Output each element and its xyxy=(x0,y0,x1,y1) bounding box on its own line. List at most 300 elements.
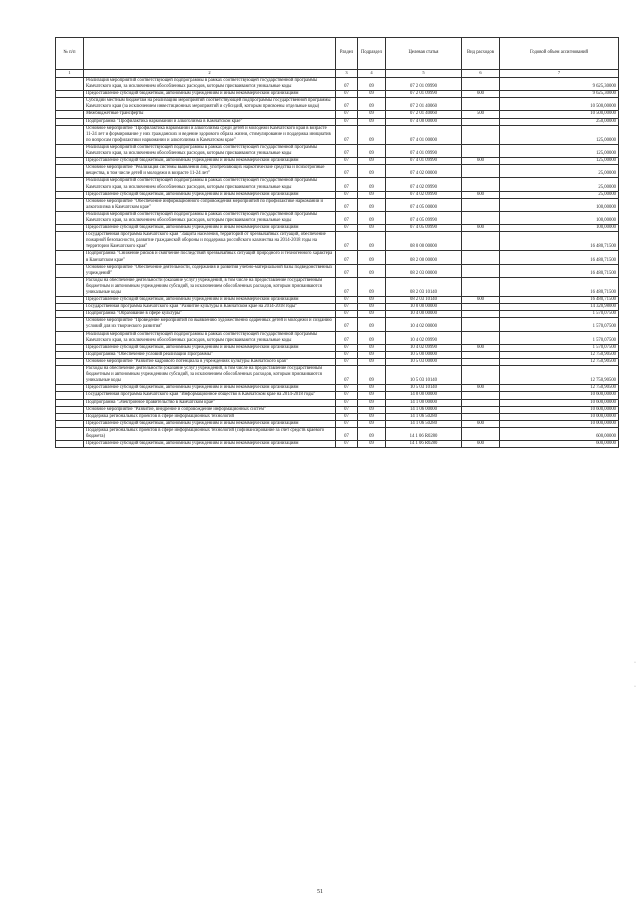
table-row xyxy=(56,251,619,264)
cell-razdel: 07 xyxy=(336,211,358,224)
cell-vid: 500 xyxy=(462,111,500,118)
table-row xyxy=(56,91,619,98)
cell-podrazdel: 09 xyxy=(358,318,386,331)
table-row xyxy=(56,191,619,198)
cell-num xyxy=(56,406,84,413)
cell-name: Реализация мероприятий соответствующей подпрограммы в рамках соответствующей государственной программы Камчатского края, за исключением обособленных расходов, которым присваиваются уникальные коды xyxy=(84,178,336,191)
cell-amount: 1 570,07500 xyxy=(500,318,619,331)
cell-article: 07 4 02 00000 xyxy=(386,165,462,178)
table-row xyxy=(56,406,619,413)
cell-amount: 250,00000 xyxy=(500,118,619,125)
cell-amount: 12 750,90500 xyxy=(500,358,619,365)
cell-article: 14 1 06 50280 xyxy=(386,420,462,427)
cell-name: Основное мероприятие "Реализация системы выявления лиц, употребляющих наркотические средства и психотропные вещества, в том числе детей и молодежи в возрасте 11-24 лет" xyxy=(84,165,336,178)
cell-num xyxy=(56,78,84,91)
table-row xyxy=(56,264,619,277)
cell-name: Субсидии местным бюджетам на реализацию мероприятий соответствующей подпрограммы государственной программы Камчатского края (за исключением инвестиционных мероприятий и субсидий, которым присвоены отдельные коды) xyxy=(84,98,336,111)
cell-article: 14 1 06 R0280 xyxy=(386,427,462,440)
cell-article: 07 2 01 40060 xyxy=(386,98,462,111)
cell-amount: 16 480,71500 xyxy=(500,251,619,264)
table-row xyxy=(56,392,619,399)
cell-vid: 600 xyxy=(462,297,500,304)
cell-vid: 600 xyxy=(462,158,500,165)
cell-amount: 100,00000 xyxy=(500,225,619,232)
cell-num xyxy=(56,420,84,427)
cell-name: Государственная программа Камчатского края "Развитие культуры в Камчатском крае на 2014-2018 годы" xyxy=(84,304,336,311)
cell-razdel: 07 xyxy=(336,366,358,385)
cell-amount: 9 625,30000 xyxy=(500,91,619,98)
header-amount: Годовой объем ассигнований xyxy=(500,38,619,70)
cell-podrazdel: 09 xyxy=(358,78,386,91)
table-row xyxy=(56,178,619,191)
cell-razdel: 07 xyxy=(336,392,358,399)
cell-vid xyxy=(462,406,500,413)
cell-amount: 14 320,98000 xyxy=(500,304,619,311)
cell-article: 07 4 01 09990 xyxy=(386,144,462,157)
cell-num xyxy=(56,318,84,331)
table-row xyxy=(56,98,619,111)
cell-article: 10 4 00 00000 xyxy=(386,311,462,318)
cell-podrazdel: 09 xyxy=(358,98,386,111)
table-row xyxy=(56,358,619,365)
cell-podrazdel: 09 xyxy=(358,165,386,178)
cell-razdel: 07 xyxy=(336,191,358,198)
table-row xyxy=(56,318,619,331)
cell-num xyxy=(56,178,84,191)
colnum-7: 7 xyxy=(500,70,619,78)
cell-num xyxy=(56,392,84,399)
cell-amount: 12 750,90500 xyxy=(500,366,619,385)
cell-vid xyxy=(462,251,500,264)
cell-num xyxy=(56,331,84,344)
cell-amount: 10 000,00000 xyxy=(500,420,619,427)
cell-amount: 16 480,71500 xyxy=(500,277,619,296)
cell-vid xyxy=(462,366,500,385)
cell-name: Расходы на обеспечение деятельности (оказание услуг) учреждений, в том числе на предоставление государственным бюджетным и автономным учреждениям субсидий, за исключением обособленных расходов, которым присваиваются уникальные коды xyxy=(84,277,336,296)
cell-article: 10 5 00 00000 xyxy=(386,351,462,358)
cell-vid xyxy=(462,351,500,358)
table-row xyxy=(56,232,619,251)
cell-amount: 100,00000 xyxy=(500,211,619,224)
cell-article: 08 2 03 00000 xyxy=(386,264,462,277)
colnum-5: 5 xyxy=(386,70,462,78)
table-row xyxy=(56,118,619,125)
header-razdel: Раздел xyxy=(336,38,358,70)
table-row xyxy=(56,311,619,318)
cell-podrazdel: 09 xyxy=(358,118,386,125)
cell-razdel: 07 xyxy=(336,344,358,351)
cell-article: 07 2 01 40060 xyxy=(386,111,462,118)
cell-vid xyxy=(462,78,500,91)
table-row xyxy=(56,385,619,392)
cell-amount: 25,00000 xyxy=(500,165,619,178)
cell-podrazdel: 09 xyxy=(358,311,386,318)
cell-name: Основное мероприятие "Профилактика наркомании и алкоголизма среди детей и молодежи Камчатского края в возрасте 11-24 лет и формирование у них гражданских и ведение здорового образа жизни, стимулирование и поддержка инициатив по вопросам профилактики наркомании и алкоголизма в Камчатском крае" xyxy=(84,125,336,144)
cell-name: Поддержка региональных проектов в сфере информационных технологий xyxy=(84,413,336,420)
cell-vid xyxy=(462,399,500,406)
cell-podrazdel: 09 xyxy=(358,232,386,251)
cell-razdel: 07 xyxy=(336,198,358,211)
cell-vid xyxy=(462,211,500,224)
cell-amount: 125,00000 xyxy=(500,144,619,157)
cell-name: Подпрограмма "Профилактика наркомании и алкоголизма в Камчатском крае" xyxy=(84,118,336,125)
cell-podrazdel: 09 xyxy=(358,427,386,440)
cell-article: 07 4 01 00000 xyxy=(386,125,462,144)
cell-name: Подпрограмма "Обеспечение условий реализации Программы" xyxy=(84,351,336,358)
cell-podrazdel: 09 xyxy=(358,178,386,191)
cell-num xyxy=(56,304,84,311)
cell-vid xyxy=(462,264,500,277)
cell-razdel: 07 xyxy=(336,385,358,392)
cell-num xyxy=(56,98,84,111)
cell-podrazdel: 09 xyxy=(358,351,386,358)
cell-name: Подпрограмма "Образование в сфере культуры" xyxy=(84,311,336,318)
cell-num xyxy=(56,427,84,440)
table-row xyxy=(56,297,619,304)
cell-razdel: 07 xyxy=(336,277,358,296)
cell-vid xyxy=(462,144,500,157)
cell-amount: 16 480,71500 xyxy=(500,264,619,277)
cell-vid xyxy=(462,198,500,211)
cell-podrazdel: 09 xyxy=(358,304,386,311)
cell-vid xyxy=(462,331,500,344)
cell-razdel: 07 xyxy=(336,331,358,344)
cell-num xyxy=(56,366,84,385)
cell-razdel: 07 xyxy=(336,406,358,413)
cell-article: 08 2 03 10140 xyxy=(386,277,462,296)
cell-amount: 25,00000 xyxy=(500,191,619,198)
header-podrazdel: Подраздел xyxy=(358,38,386,70)
cell-podrazdel: 09 xyxy=(358,251,386,264)
margin-mark: · xyxy=(634,660,636,666)
cell-razdel: 07 xyxy=(336,78,358,91)
table-header-row xyxy=(56,38,619,70)
cell-article: 10 4 02 09990 xyxy=(386,344,462,351)
cell-podrazdel: 09 xyxy=(358,441,386,448)
cell-num xyxy=(56,251,84,264)
cell-razdel: 07 xyxy=(336,441,358,448)
cell-article: 14 1 06 R0280 xyxy=(386,441,462,448)
cell-name: Предоставление субсидий бюджетным, автономным учреждениям и иным некоммерческим организациям xyxy=(84,158,336,165)
cell-name: Реализация мероприятий соответствующей подпрограммы в рамках соответствующей государственной программы Камчатского края, за исключением обособленных расходов, которым присваиваются уникальные коды xyxy=(84,144,336,157)
cell-num xyxy=(56,441,84,448)
cell-article: 07 4 05 09990 xyxy=(386,225,462,232)
cell-article: 08 0 00 00000 xyxy=(386,232,462,251)
cell-razdel: 07 xyxy=(336,399,358,406)
cell-amount: 600,00000 xyxy=(500,441,619,448)
cell-podrazdel: 09 xyxy=(358,144,386,157)
cell-amount: 100,00000 xyxy=(500,198,619,211)
table-row xyxy=(56,304,619,311)
cell-num xyxy=(56,297,84,304)
table-row xyxy=(56,413,619,420)
table-body xyxy=(56,78,619,448)
cell-vid xyxy=(462,98,500,111)
colnum-1: 1 xyxy=(56,70,84,78)
table-row xyxy=(56,331,619,344)
cell-article: 07 2 01 09990 xyxy=(386,78,462,91)
cell-vid xyxy=(462,232,500,251)
colnum-3: 3 xyxy=(336,70,358,78)
table-row xyxy=(56,158,619,165)
cell-num xyxy=(56,413,84,420)
cell-article: 10 4 02 00000 xyxy=(386,318,462,331)
cell-podrazdel: 09 xyxy=(358,264,386,277)
table-row xyxy=(56,399,619,406)
cell-num xyxy=(56,385,84,392)
cell-num xyxy=(56,277,84,296)
cell-razdel: 07 xyxy=(336,144,358,157)
cell-razdel: 07 xyxy=(336,91,358,98)
cell-amount: 1 570,07500 xyxy=(500,344,619,351)
cell-razdel: 07 xyxy=(336,297,358,304)
cell-num xyxy=(56,232,84,251)
cell-article: 07 4 05 09990 xyxy=(386,211,462,224)
cell-amount: 10 000,00000 xyxy=(500,413,619,420)
cell-name: Основное мероприятие "Развитие кадрового потенциала в учреждениях культуры Камчатского края" xyxy=(84,358,336,365)
cell-article: 07 4 05 00000 xyxy=(386,198,462,211)
table-row xyxy=(56,351,619,358)
cell-article: 10 5 03 00000 xyxy=(386,358,462,365)
cell-num xyxy=(56,311,84,318)
cell-name: Предоставление субсидий бюджетным, автономным учреждениям и иным некоммерческим организациям xyxy=(84,297,336,304)
cell-podrazdel: 09 xyxy=(358,225,386,232)
cell-vid: 600 xyxy=(462,225,500,232)
cell-article: 07 2 01 09990 xyxy=(386,91,462,98)
cell-vid xyxy=(462,178,500,191)
table-row xyxy=(56,125,619,144)
table-row xyxy=(56,225,619,232)
table-row xyxy=(56,211,619,224)
table-row xyxy=(56,198,619,211)
cell-vid xyxy=(462,392,500,399)
cell-name: Государственная программа Камчатского края "Информационное общество в Камчатском крае на 2014-2018 годы" xyxy=(84,392,336,399)
cell-podrazdel: 09 xyxy=(358,366,386,385)
cell-name: Государственная программа Камчатского края "Защита населения, территорий от чрезвычайных ситуаций, обеспечение пожарной безопасности, развитие гражданской обороны и поддержка российского казачества на 2014-2018 годы на территории Камчатского края" xyxy=(84,232,336,251)
cell-name: Предоставление субсидий бюджетным, автономным учреждениям и иным некоммерческим организациям xyxy=(84,225,336,232)
cell-article: 14 0 00 00000 xyxy=(386,392,462,399)
cell-num xyxy=(56,198,84,211)
cell-razdel: 07 xyxy=(336,251,358,264)
cell-podrazdel: 09 xyxy=(358,406,386,413)
cell-vid: 600 xyxy=(462,420,500,427)
cell-amount: 10 600,00000 xyxy=(500,406,619,413)
cell-article: 07 4 00 00000 xyxy=(386,118,462,125)
cell-amount: 600,00000 xyxy=(500,427,619,440)
cell-num xyxy=(56,125,84,144)
cell-num xyxy=(56,144,84,157)
cell-num xyxy=(56,399,84,406)
cell-podrazdel: 09 xyxy=(358,420,386,427)
cell-razdel: 07 xyxy=(336,427,358,440)
cell-razdel: 07 xyxy=(336,232,358,251)
table-row xyxy=(56,366,619,385)
cell-article: 07 4 01 09990 xyxy=(386,158,462,165)
cell-razdel: 07 xyxy=(336,413,358,420)
cell-name: Реализация мероприятий соответствующей подпрограммы в рамках соответствующей государственной программы Камчатского края, за исключением обособленных расходов, которым присваиваются уникальные коды xyxy=(84,78,336,91)
cell-name: Реализация мероприятий соответствующей подпрограммы в рамках соответствующей государственной программы Камчатского края, за исключением обособленных расходов, которым присваиваются уникальные коды xyxy=(84,211,336,224)
cell-vid xyxy=(462,427,500,440)
cell-article: 07 4 02 09990 xyxy=(386,178,462,191)
cell-vid: 600 xyxy=(462,385,500,392)
cell-razdel: 07 xyxy=(336,420,358,427)
cell-podrazdel: 09 xyxy=(358,297,386,304)
cell-vid xyxy=(462,358,500,365)
cell-name: Реализация мероприятий соответствующей подпрограммы в рамках соответствующей государственной программы Камчатского края, за исключением обособленных расходов, которым присваиваются уникальные коды xyxy=(84,331,336,344)
cell-podrazdel: 09 xyxy=(358,111,386,118)
cell-podrazdel: 09 xyxy=(358,331,386,344)
cell-razdel: 07 xyxy=(336,98,358,111)
cell-amount: 10 600,00000 xyxy=(500,392,619,399)
cell-vid: 600 xyxy=(462,344,500,351)
cell-razdel: 07 xyxy=(336,225,358,232)
cell-article: 14 1 00 00000 xyxy=(386,399,462,406)
cell-razdel: 07 xyxy=(336,158,358,165)
cell-name: Предоставление субсидий бюджетным, автономным учреждениям и иным некоммерческим организациям xyxy=(84,420,336,427)
cell-article: 10 4 02 09990 xyxy=(386,331,462,344)
cell-vid xyxy=(462,311,500,318)
cell-podrazdel: 09 xyxy=(358,198,386,211)
cell-podrazdel: 09 xyxy=(358,413,386,420)
cell-razdel: 07 xyxy=(336,311,358,318)
column-number-row xyxy=(56,70,619,78)
cell-razdel: 07 xyxy=(336,125,358,144)
cell-name: Предоставление субсидий бюджетным, автономным учреждениям и иным некоммерческим организациям xyxy=(84,344,336,351)
cell-num xyxy=(56,344,84,351)
cell-num xyxy=(56,225,84,232)
cell-vid xyxy=(462,125,500,144)
cell-podrazdel: 09 xyxy=(358,277,386,296)
table-row xyxy=(56,78,619,91)
cell-article: 08 2 03 10140 xyxy=(386,297,462,304)
cell-amount: 10 600,00000 xyxy=(500,399,619,406)
colnum-4: 4 xyxy=(358,70,386,78)
cell-amount: 10 500,00000 xyxy=(500,98,619,111)
cell-podrazdel: 09 xyxy=(358,344,386,351)
cell-num xyxy=(56,91,84,98)
cell-article: 14 1 06 00000 xyxy=(386,406,462,413)
cell-article: 14 1 06 50280 xyxy=(386,413,462,420)
table-row xyxy=(56,427,619,440)
cell-amount: 125,00000 xyxy=(500,158,619,165)
table-row xyxy=(56,144,619,157)
cell-vid: 600 xyxy=(462,91,500,98)
cell-name: Межбюджетные трансферты xyxy=(84,111,336,118)
header-article: Целевая статья xyxy=(386,38,462,70)
cell-razdel: 07 xyxy=(336,304,358,311)
table-row xyxy=(56,441,619,448)
cell-num xyxy=(56,165,84,178)
page-number: 51 xyxy=(317,889,323,895)
cell-podrazdel: 09 xyxy=(358,91,386,98)
cell-vid: 600 xyxy=(462,441,500,448)
cell-razdel: 07 xyxy=(336,358,358,365)
cell-name: Основное мероприятие "Проведение мероприятий по выявлению художественно одаренных детей и молодежи и созданию условий для их творческого развития" xyxy=(84,318,336,331)
cell-podrazdel: 09 xyxy=(358,358,386,365)
cell-article: 07 4 02 09990 xyxy=(386,191,462,198)
cell-razdel: 07 xyxy=(336,264,358,277)
cell-podrazdel: 09 xyxy=(358,211,386,224)
cell-num xyxy=(56,191,84,198)
colnum-6: 6 xyxy=(462,70,500,78)
cell-vid xyxy=(462,118,500,125)
cell-vid xyxy=(462,304,500,311)
cell-razdel: 07 xyxy=(336,178,358,191)
cell-name: Основное мероприятие "Обеспечение деятельности, содержания и развития учебно-материальной базы подведомственных учреждений" xyxy=(84,264,336,277)
table-row xyxy=(56,111,619,118)
cell-razdel: 07 xyxy=(336,111,358,118)
header-num: № п/п xyxy=(56,38,84,70)
cell-podrazdel: 09 xyxy=(358,158,386,165)
cell-name: Предоставление субсидий бюджетным, автономным учреждениям и иным некоммерческим организациям xyxy=(84,191,336,198)
cell-amount: 16 480,71500 xyxy=(500,232,619,251)
cell-amount: 125,00000 xyxy=(500,125,619,144)
cell-vid xyxy=(462,318,500,331)
cell-num xyxy=(56,111,84,118)
cell-num xyxy=(56,264,84,277)
cell-podrazdel: 09 xyxy=(358,191,386,198)
budget-table xyxy=(55,37,619,448)
cell-article: 10 5 03 10140 xyxy=(386,366,462,385)
cell-amount: 9 625,30000 xyxy=(500,78,619,91)
header-name xyxy=(84,38,336,70)
cell-num xyxy=(56,211,84,224)
cell-amount: 10 500,00000 xyxy=(500,111,619,118)
cell-name: Расходы на обеспечение деятельности (оказание услуг) учреждений, в том числе на предоставление государственным бюджетным и автономным учреждениям субсидий, за исключением обособленных расходов, которым присваиваются уникальные коды xyxy=(84,366,336,385)
cell-name: Подпрограмма "Электронное правительство в Камчатском крае" xyxy=(84,399,336,406)
cell-name: Предоставление субсидий бюджетным, автономным учреждениям и иным некоммерческим организациям xyxy=(84,385,336,392)
table-row xyxy=(56,277,619,296)
cell-num xyxy=(56,358,84,365)
cell-amount: 12 750,90500 xyxy=(500,385,619,392)
cell-razdel: 07 xyxy=(336,318,358,331)
cell-vid: 600 xyxy=(462,191,500,198)
cell-vid xyxy=(462,277,500,296)
cell-vid xyxy=(462,165,500,178)
cell-name: Поддержка региональных проектов в сфере информационных технологий (софинансирование за счет средств краевого бюджета) xyxy=(84,427,336,440)
cell-podrazdel: 09 xyxy=(358,392,386,399)
cell-num xyxy=(56,118,84,125)
header-vid: Вид расходов xyxy=(462,38,500,70)
cell-amount: 16 480,71500 xyxy=(500,297,619,304)
cell-razdel: 07 xyxy=(336,165,358,178)
cell-article: 10 0 00 00000 xyxy=(386,304,462,311)
table-row xyxy=(56,165,619,178)
cell-amount: 1 570,07500 xyxy=(500,311,619,318)
cell-razdel: 07 xyxy=(336,118,358,125)
table-row xyxy=(56,420,619,427)
cell-name: Основное мероприятие "Развитие, внедрение и сопровождение информационных систем" xyxy=(84,406,336,413)
colnum-2: 2 xyxy=(84,70,336,78)
cell-num xyxy=(56,158,84,165)
cell-amount: 1 570,07500 xyxy=(500,331,619,344)
cell-num xyxy=(56,351,84,358)
cell-amount: 12 750,90500 xyxy=(500,351,619,358)
margin-mark: · xyxy=(634,684,636,690)
cell-name: Основное мероприятие "Обеспечение информационного сопровождения мероприятий по профилактике наркомании и алкоголизма в Камчатском крае" xyxy=(84,198,336,211)
cell-podrazdel: 09 xyxy=(358,385,386,392)
cell-name: Предоставление субсидий бюджетным, автономным учреждениям и иным некоммерческим организациям xyxy=(84,441,336,448)
cell-name: Предоставление субсидий бюджетным, автономным учреждениям и иным некоммерческим организациям xyxy=(84,91,336,98)
cell-podrazdel: 09 xyxy=(358,399,386,406)
cell-vid xyxy=(462,413,500,420)
cell-amount: 25,00000 xyxy=(500,178,619,191)
table-row xyxy=(56,344,619,351)
cell-razdel: 07 xyxy=(336,351,358,358)
cell-podrazdel: 09 xyxy=(358,125,386,144)
cell-article: 10 5 03 10140 xyxy=(386,385,462,392)
cell-name: Подпрограмма "Снижение рисков и смягчение последствий чрезвычайных ситуаций природного и техногенного характера в Камчатском крае" xyxy=(84,251,336,264)
